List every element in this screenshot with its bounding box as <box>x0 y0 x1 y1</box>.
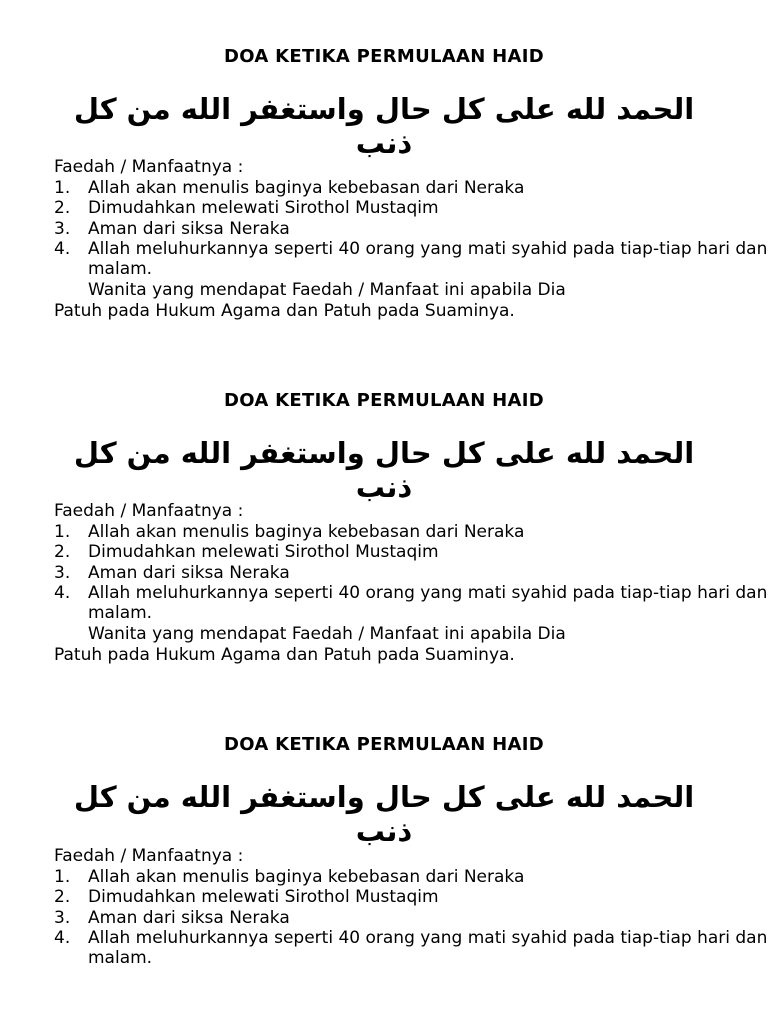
item-number: 2. <box>54 542 71 563</box>
item-number: 3. <box>54 562 71 583</box>
item-text: Aman dari siksa Neraka <box>88 562 290 583</box>
benefit-list <box>54 867 768 968</box>
section-title: DOA KETIKA PERMULAAN HAID <box>224 390 544 411</box>
item-text: Aman dari siksa Neraka <box>88 218 290 239</box>
list-item <box>54 887 768 907</box>
arabic-prayer: الحمد لله على كل حال واستغفر الله من كل ذنب <box>73 780 695 848</box>
benefit-list <box>54 178 768 279</box>
item-text: Allah meluhurkannya seperti 40 orang yang mati syahid pada tiap-tiap hari dan malam. <box>88 582 768 624</box>
item-text: Allah akan menulis baginya kebebasan dari Neraka <box>88 178 525 198</box>
list-item <box>54 583 768 624</box>
item-text: Allah akan menulis baginya kebebasan dari Neraka <box>88 522 525 542</box>
item-number: 1. <box>54 522 71 542</box>
item-number: 2. <box>54 198 71 219</box>
arabic-prayer: الحمد لله على كل حال واستغفر الله من كل ذنب <box>73 436 695 504</box>
item-text: Allah meluhurkannya seperti 40 orang yang mati syahid pada tiap-tiap hari dan malam. <box>88 238 768 280</box>
list-item <box>54 522 768 542</box>
item-text: Allah meluhurkannya seperti 40 orang yang mati syahid pada tiap-tiap hari dan malam. <box>88 927 768 969</box>
item-number: 3. <box>54 218 71 239</box>
benefit-list <box>54 522 768 623</box>
list-item <box>54 219 768 239</box>
list-item <box>54 198 768 218</box>
faedah-label: Faedah / Manfaatnya : <box>54 157 244 177</box>
list-item <box>54 239 768 280</box>
item-text: Aman dari siksa Neraka <box>88 907 290 928</box>
list-item <box>54 867 768 887</box>
condition-note: Wanita yang mendapat Faedah / Manfaat ini apabila Dia <box>88 280 566 300</box>
section-title: DOA KETIKA PERMULAAN HAID <box>224 734 544 755</box>
item-number: 4. <box>54 927 71 948</box>
list-item <box>54 908 768 928</box>
item-text: Dimudahkan melewati Sirothol Mustaqim <box>88 542 439 563</box>
arabic-prayer: الحمد لله على كل حال واستغفر الله من كل ذنب <box>73 92 695 160</box>
item-number: 1. <box>54 178 71 198</box>
item-number: 4. <box>54 238 71 259</box>
item-number: 4. <box>54 582 71 603</box>
faedah-label: Faedah / Manfaatnya : <box>54 846 244 866</box>
condition-note: Wanita yang mendapat Faedah / Manfaat ini apabila Dia <box>88 624 566 644</box>
item-text: Allah akan menulis baginya kebebasan dari Neraka <box>88 867 525 887</box>
item-number: 3. <box>54 907 71 928</box>
item-number: 1. <box>54 867 71 887</box>
item-number: 2. <box>54 887 71 908</box>
list-item <box>54 563 768 583</box>
faedah-label: Faedah / Manfaatnya : <box>54 501 244 521</box>
list-item <box>54 542 768 562</box>
closing-line: Patuh pada Hukum Agama dan Patuh pada Suaminya. <box>54 645 515 665</box>
section-title: DOA KETIKA PERMULAAN HAID <box>224 46 544 67</box>
item-text: Dimudahkan melewati Sirothol Mustaqim <box>88 198 439 219</box>
closing-line: Patuh pada Hukum Agama dan Patuh pada Suaminya. <box>54 301 515 321</box>
list-item <box>54 928 768 969</box>
list-item <box>54 178 768 198</box>
item-text: Dimudahkan melewati Sirothol Mustaqim <box>88 887 439 908</box>
